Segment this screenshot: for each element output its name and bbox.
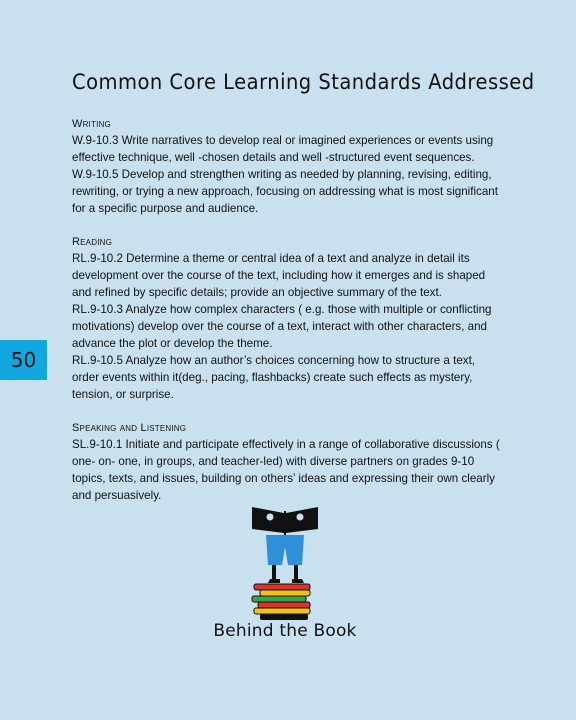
- standard-item: W.9-10.5 Develop and strengthen writing as needed by planning, revising, editing, rewriting, or trying a new approach, focusing on addressing what is most significant for a specific purpose and audience.: [72, 168, 498, 215]
- page-number-tab: [0, 340, 47, 380]
- page-title: Common Core Learning Standards Addressed: [72, 70, 535, 94]
- section-writing: [72, 116, 504, 217]
- standard-item: RL.9-10.3 Analyze how complex characters ( e.g. those with multiple or conflicting motivations) develop over the course of a text, interact with other characters, and advance the plot or develop the theme.: [72, 303, 492, 350]
- section-heading: Reading: [72, 236, 113, 248]
- behind-the-book-logo: [200, 503, 370, 648]
- section-reading: [72, 234, 504, 403]
- logo-text: Behind the Book: [213, 621, 357, 641]
- section-heading: Writing: [72, 118, 111, 130]
- standard-item: W.9-10.3 Write narratives to develop real or imagined experiences or events using effective technique, well -chosen details and well -structured event sequences.: [72, 134, 494, 164]
- standards-content: [72, 116, 504, 521]
- section-heading: Speaking and Listening: [72, 422, 187, 434]
- page-number: 50: [10, 348, 37, 372]
- person-reading-on-books-icon: [200, 503, 370, 621]
- standard-item: RL.9-10.5 Analyze how an author’s choices concerning how to structure a text, order events within it(deg., pacing, flashbacks) create such effects as mystery, tension, or surprise.: [72, 354, 476, 401]
- section-speaking-listening: [72, 420, 504, 504]
- standard-item: RL.9-10.2 Determine a theme or central idea of a text and analyze in detail its development over the course of the text, including how it emerges and is shaped and refined by specific details; provide an objective summary of the text.: [72, 252, 486, 299]
- standard-item: SL.9-10.1 Initiate and participate effectively in a range of collaborative discussions ( one- on- one, in groups, and teacher-led) with diverse partners on grades 9-10 topics, texts, and issues, building on others’ ideas and expressing their own clearly and persuasively.: [72, 438, 500, 502]
